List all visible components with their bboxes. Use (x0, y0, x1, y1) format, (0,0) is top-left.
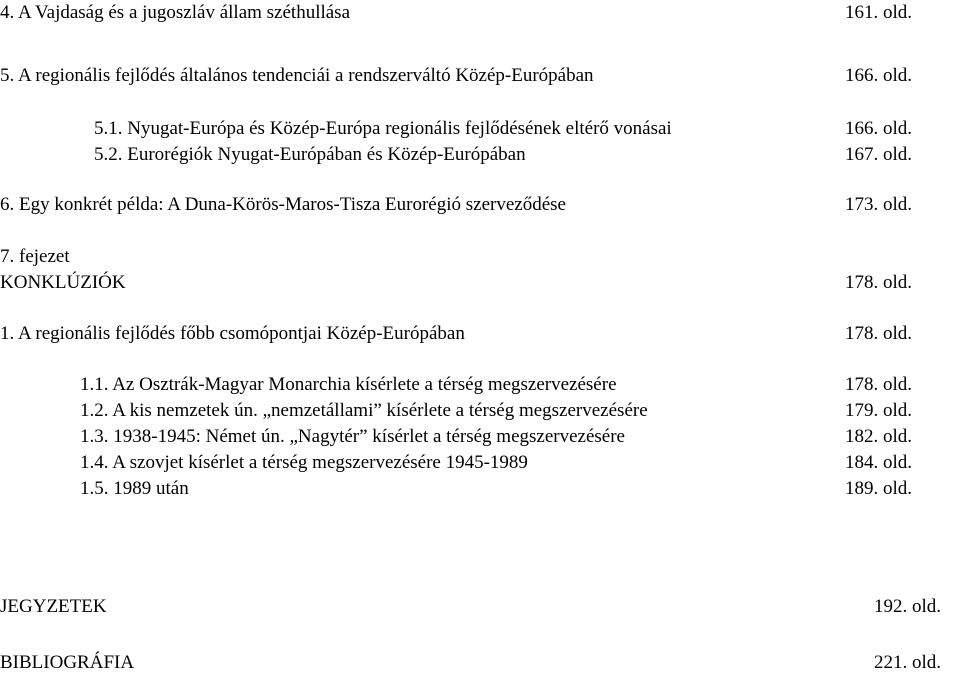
toc-entry-page: 166. old. (845, 65, 913, 86)
toc-entry-title: 4. A Vajdaság és a jugoszláv állam széthullása (0, 2, 351, 23)
toc-entry-title: 7. fejezet (0, 246, 70, 267)
toc-entry-title: 1. A regionális fejlődés főbb csomópontjai Közép-Európában (0, 323, 465, 344)
toc-entry-title: 5.1. Nyugat-Európa és Közép-Európa regionális fejlődésének eltérő vonásai (94, 118, 672, 139)
toc-entry-title: 1.5. 1989 után (80, 478, 189, 499)
toc-entry-5-2 (0, 142, 960, 168)
toc-entry-7-1-5 (0, 476, 960, 502)
toc-entry-page: 179. old. (845, 400, 913, 421)
toc-entry-page: 184. old. (845, 452, 913, 473)
toc-entry-page: 178. old. (845, 272, 913, 293)
toc-entry-page: 178. old. (845, 374, 913, 395)
toc-entry-7-1-3 (0, 424, 960, 450)
toc-entry-page: 182. old. (845, 426, 913, 447)
toc-entry-jegyzetek (0, 594, 960, 620)
toc-entry-page: 221. old. (874, 652, 942, 673)
toc-entry-title: JEGYZETEK (0, 596, 107, 617)
toc-entry-title: 1.1. Az Osztrák-Magyar Monarchia kísérlete a térség megszervezésére (80, 374, 617, 395)
toc-entry-page: 192. old. (874, 596, 942, 617)
toc-entry-page: 173. old. (845, 194, 913, 215)
toc-entry-7-1 (0, 321, 960, 347)
toc-entry-bibliografia (0, 650, 960, 676)
toc-chapter-7-heading (0, 244, 960, 270)
toc-entry-6 (0, 192, 960, 218)
toc-entry-title: 5.2. Eurorégiók Nyugat-Európában és Közép-Európában (94, 144, 526, 165)
toc-entry-title: 6. Egy konkrét példa: A Duna-Körös-Maros-Tisza Eurorégió szerveződése (0, 194, 566, 215)
toc-entry-title: BIBLIOGRÁFIA (0, 652, 135, 673)
toc-entry-7-1-4 (0, 450, 960, 476)
toc-entry-page: 189. old. (845, 478, 913, 499)
toc-entry-title: 5. A regionális fejlődés általános tendenciái a rendszerváltó Közép-Európában (0, 65, 594, 86)
toc-entry-7-1-1 (0, 372, 960, 398)
toc-entry-7-1-2 (0, 398, 960, 424)
toc-entry-page: 178. old. (845, 323, 913, 344)
toc-entry-page: 167. old. (845, 144, 913, 165)
toc-entry-title: 1.4. A szovjet kísérlet a térség megszervezésére 1945-1989 (80, 452, 528, 473)
toc-entry-konkluziok (0, 270, 960, 296)
toc-entry-5-1 (0, 116, 960, 142)
toc-entry-title: 1.3. 1938-1945: Német ún. „Nagytér” kísérlet a térség megszervezésére (80, 426, 625, 447)
toc-entry-title: 1.2. A kis nemzetek ún. „nemzetállami” kísérlete a térség megszervezésére (80, 400, 648, 421)
toc-entry-title: KONKLÚZIÓK (0, 272, 126, 293)
toc-entry-page: 161. old. (845, 2, 913, 23)
toc-entry-4 (0, 0, 960, 26)
toc-entry-page: 166. old. (845, 118, 913, 139)
toc-entry-5 (0, 63, 960, 89)
